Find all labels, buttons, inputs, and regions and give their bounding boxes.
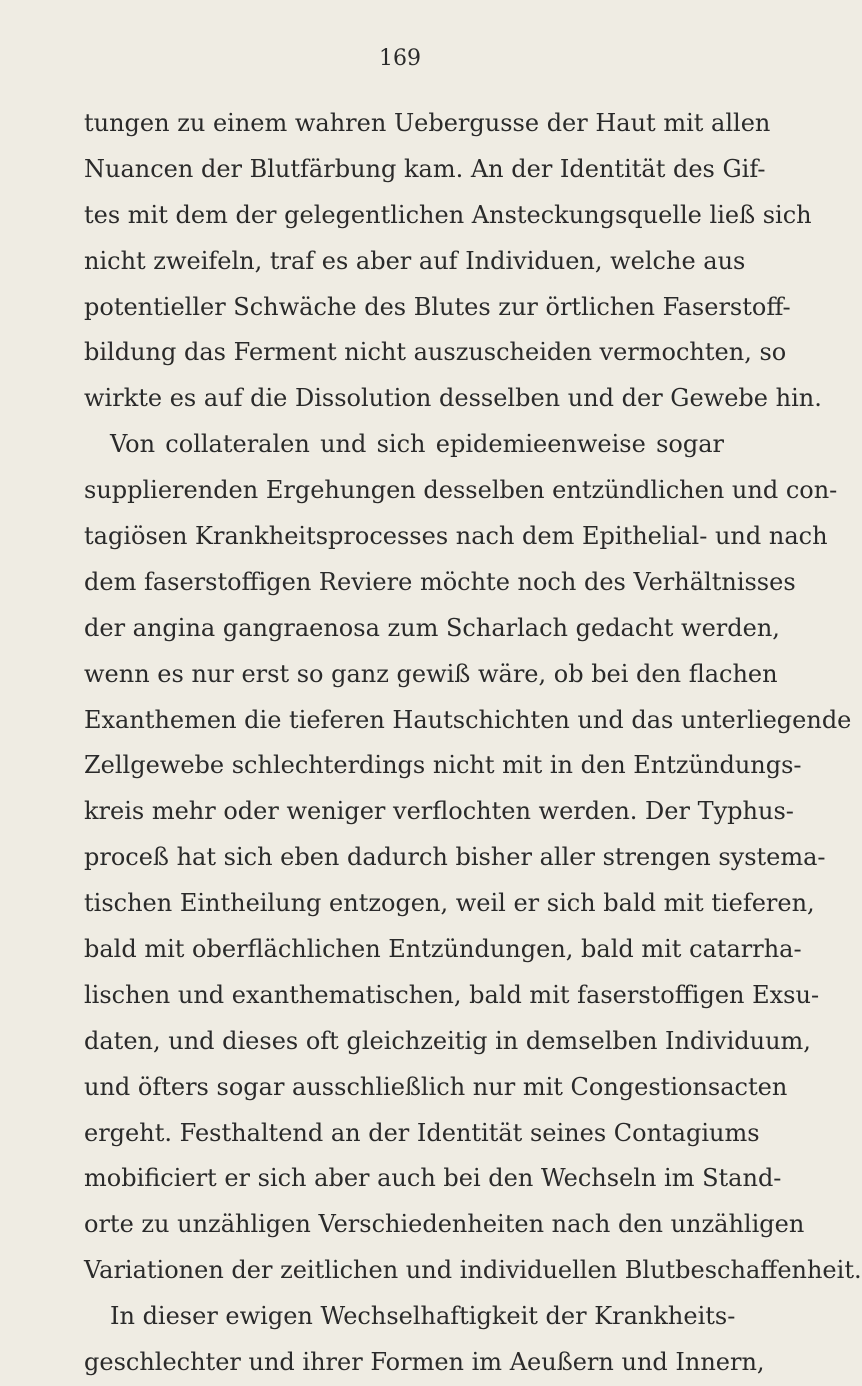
text-line: tagiösen Krankheitsprocesses nach dem Epithelial- und nach [84,522,828,551]
text-line: wirkte es auf die Dissolution desselben und der Gewebe hin. [84,384,822,413]
text-line: Von collateralen und sich epidemieenweise sogar [110,430,724,459]
text-line: tes mit dem der gelegentlichen Ansteckungsquelle ließ sich [84,200,812,229]
text-line: Exanthemen die tieferen Hautschichten und das unterliegende [84,705,852,734]
text-line: bildung das Ferment nicht auszuscheiden vermochten, so [84,338,787,367]
text-line: In dieser ewigen Wechselhaftigkeit der Krankheits- [110,1302,736,1331]
text-line: der angina gangraenosa zum Scharlach gedacht werden, [84,613,780,642]
text-line: lischen und exanthematischen, bald mit faserstoffigen Exsu- [84,980,820,1009]
text-line: wenn es nur erst so ganz gewiß wäre, ob bei den flachen [84,659,778,688]
text-line: orte zu unzähligen Verschiedenheiten nach den unzähligen [84,1210,805,1239]
text-line: Nuancen der Blutfärbung kam. An der Identität des Gif- [84,154,766,183]
text-line: Variationen der zeitlichen und individuellen Blutbeschaffenheit. [84,1256,862,1285]
text-line: und öfters sogar ausschließlich nur mit Congestionsacten [84,1072,788,1101]
text-line: ergeht. Festhaltend an der Identität seines Contagiums [84,1118,760,1147]
text-line: geschlechter und ihrer Formen im Aeußern und Innern, [84,1348,765,1377]
text-line: daten, und dieses oft gleichzeitig in demselben Individuum, [84,1026,811,1055]
text-line: mobificiert er sich aber auch bei den Wechseln im Stand- [84,1164,782,1193]
text-line: proceß hat sich eben dadurch bisher aller strengen systema- [84,843,826,872]
text-line: tungen zu einem wahren Uebergusse der Haut mit allen [84,109,771,137]
text-line: tischen Eintheilung entzogen, weil er sich bald mit tieferen, [84,889,815,918]
text-line: dem faserstoffigen Reviere möchte noch des Verhältnisses [84,567,796,596]
text-line: potentieller Schwäche des Blutes zur örtlichen Faserstoff- [84,292,791,321]
text-line: kreis mehr oder weniger verflochten werden. Der Typhus- [84,797,794,826]
body-text [84,101,862,1386]
page-number: 169 [379,46,421,71]
text-line: supplierenden Ergehungen desselben entzündlichen und con- [84,476,838,505]
text-line: nicht zweifeln, traf es aber auf Individuen, welche aus [84,246,746,275]
text-line: bald mit oberflächlichen Entzündungen, bald mit catarrha- [84,935,802,964]
text-line: Zellgewebe schlechterdings nicht mit in den Entzündungs- [84,751,802,780]
